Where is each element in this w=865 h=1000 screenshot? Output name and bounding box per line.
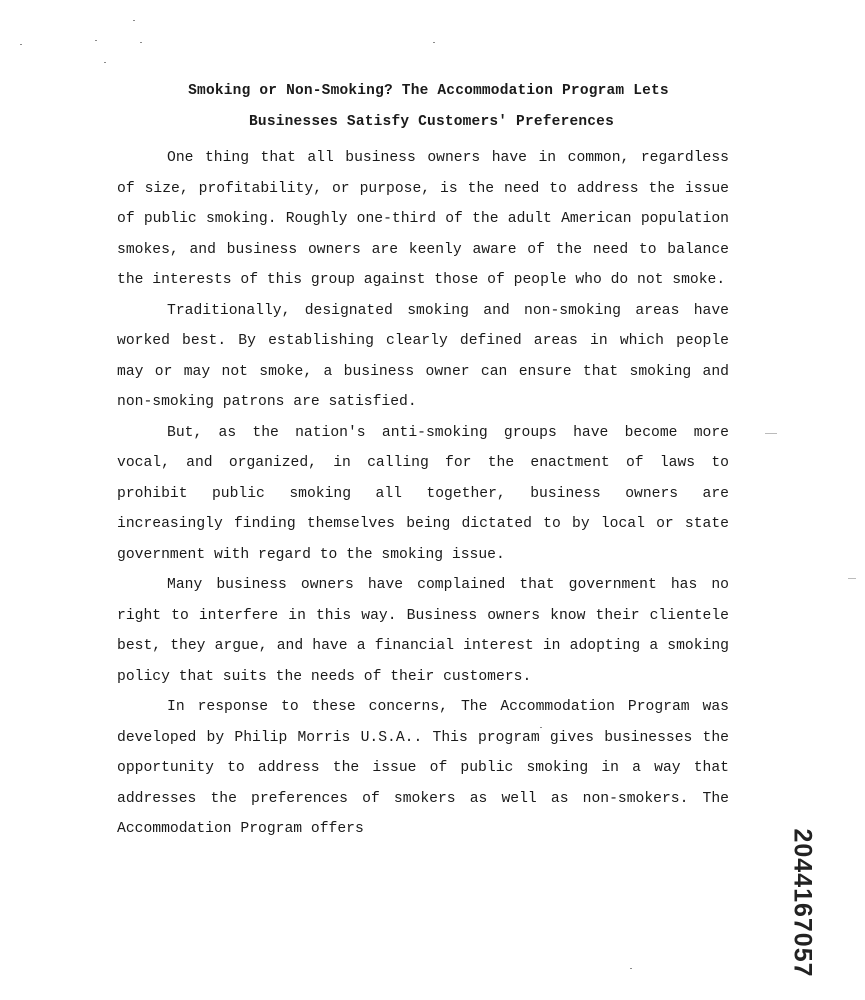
paragraph-1: One thing that all business owners have in common, regardless of size, profitability, or purpose, is the need to address the issue of public smoking. Roughly one-third of the adult American population smokes, and business owners are keenly aware of the need to balance the interests of this group against those of people who do not smoke. — [117, 150, 729, 288]
scan-speck — [848, 578, 856, 579]
scan-speck — [133, 20, 135, 21]
paragraph-5: In response to these concerns, The Accommodation Program was developed by Philip Morris U.S.A.. This program gives businesses the opportunity to address the issue of public smoking in a way that addresses the preferences of smokers as well as non-smokers. The Accommodation Program offers — [117, 699, 729, 837]
bates-number: 2044167057 — [788, 827, 817, 978]
scan-speck — [140, 42, 142, 43]
paragraph-2: Traditionally, designated smoking and non-smoking areas have worked best. By establishing clearly defined areas in which people may or may not smoke, a business owner can ensure that smoking and non-smoking patrons are satisfied. — [117, 302, 729, 410]
scan-speck — [540, 727, 542, 728]
document-title-line-1: Smoking or Non-Smoking? The Accommodation Program Lets — [188, 83, 669, 99]
scan-speck — [765, 433, 777, 434]
scan-speck — [630, 968, 632, 969]
paragraph-4: Many business owners have complained that government has no right to interfere in this way. Business owners know their clientele best, they argue, and have a financial interest in adopting a smoking policy that suits the needs of their customers. — [117, 577, 729, 685]
scan-speck — [433, 42, 435, 43]
scan-speck — [104, 62, 106, 63]
document-title-line-2: Businesses Satisfy Customers' Preferences — [249, 114, 614, 130]
scan-speck — [20, 44, 22, 45]
document-body — [117, 143, 729, 845]
bates-number-stamp — [762, 827, 842, 978]
paragraph-3: But, as the nation's anti-smoking groups have become more vocal, and organized, in calling for the enactment of laws to prohibit public smoking all together, business owners are increasingly finding themselves being dictated to by local or state government with regard to the smoking issue. — [117, 424, 729, 563]
scan-speck — [95, 40, 97, 41]
